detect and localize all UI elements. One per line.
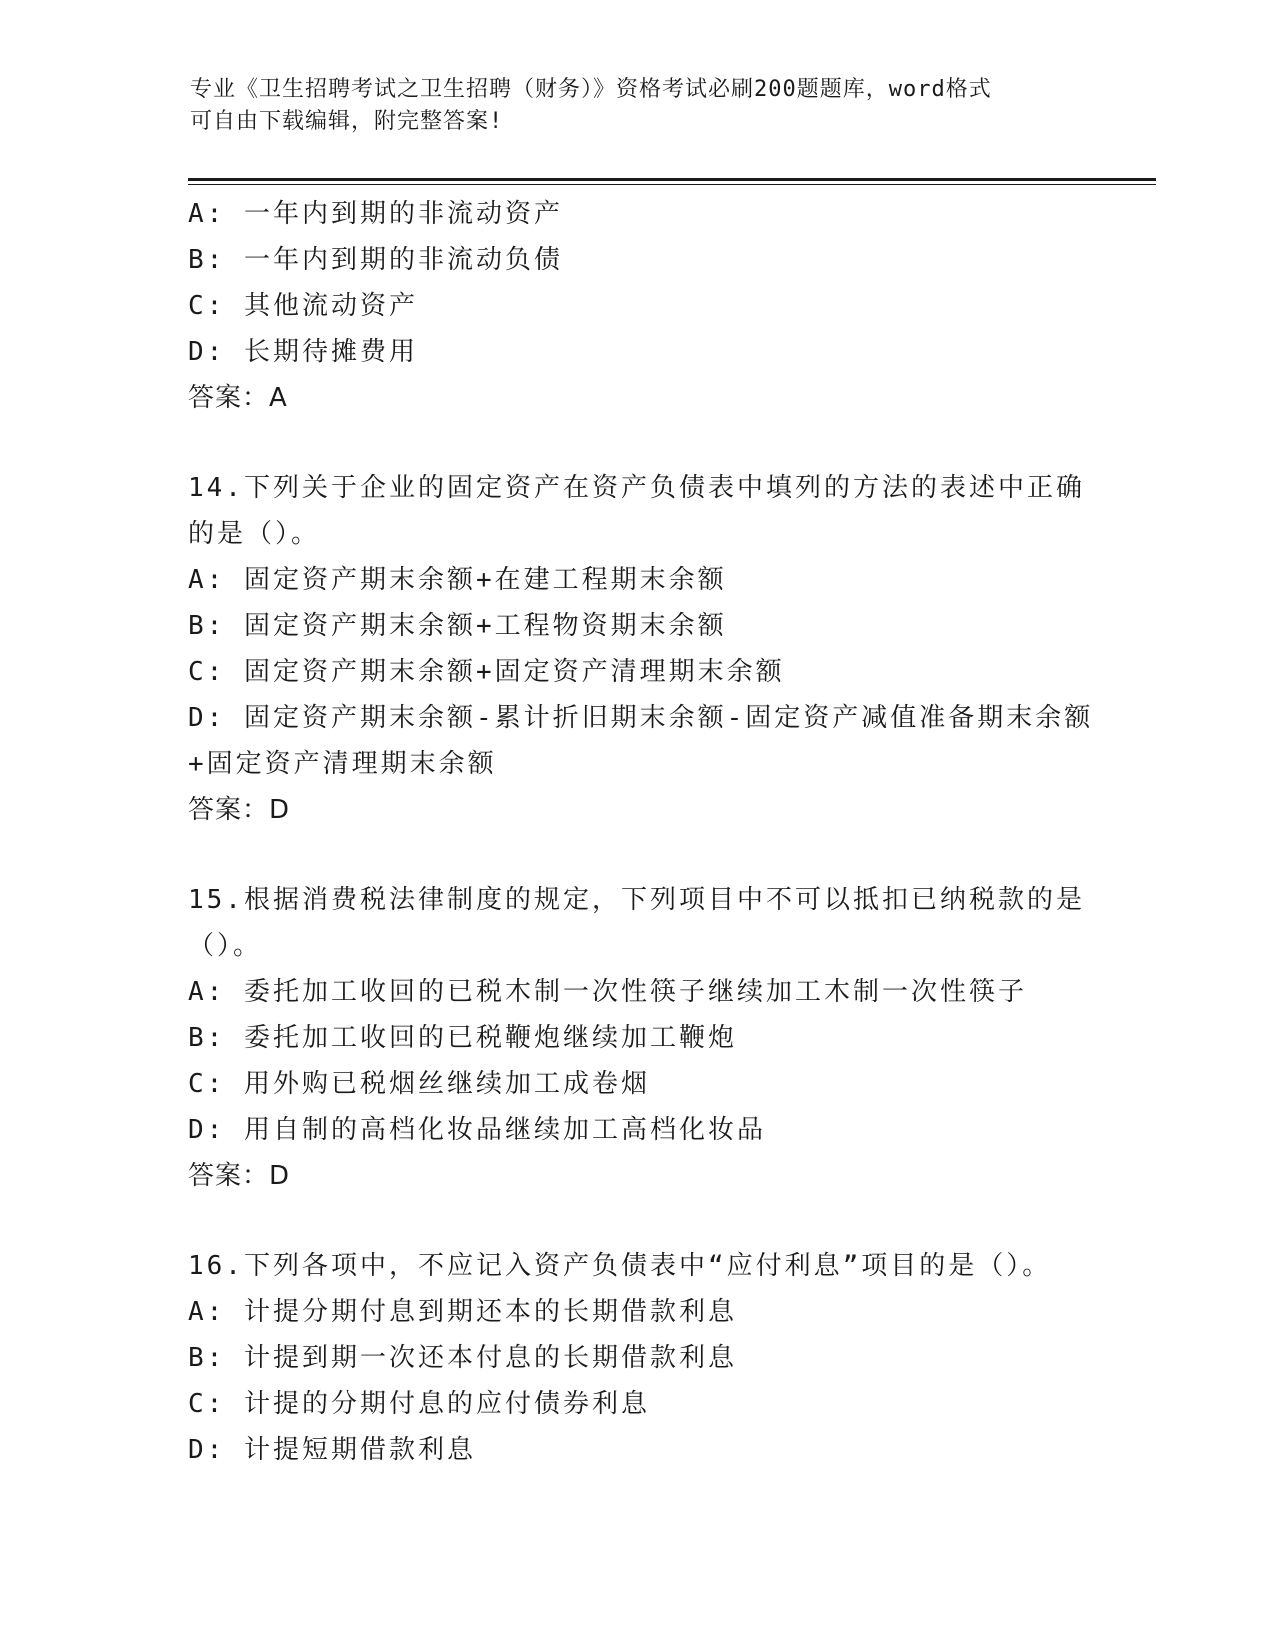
option-a: A: 一年内到期的非流动资产 bbox=[188, 199, 563, 229]
question-16 bbox=[188, 1243, 1088, 1473]
option-b: B: 委托加工收回的已税鞭炮继续加工鞭炮 bbox=[188, 1023, 737, 1053]
option-d-line-2: +固定资产清理期末余额 bbox=[188, 749, 497, 779]
option-d: D: 用自制的高档化妆品继续加工高档化妆品 bbox=[188, 1115, 766, 1145]
spacer bbox=[188, 421, 1088, 465]
option-c: C: 用外购已税烟丝继续加工成卷烟 bbox=[188, 1069, 650, 1099]
question-15 bbox=[188, 877, 1088, 1199]
question-stem-line-1: 16.下列各项中，不应记入资产负债表中“应付利息”项目的是（）。 bbox=[188, 1251, 1052, 1281]
question-stem-line-1: 15.根据消费税法律制度的规定，下列项目中不可以抵扣已纳税款的是 bbox=[188, 885, 1085, 915]
option-a: A: 委托加工收回的已税木制一次性筷子继续加工木制一次性筷子 bbox=[188, 977, 1027, 1007]
header-title-line-1: 专业《卫生招聘考试之卫生招聘（财务）》资格考试必刷200题题库，word格式 bbox=[190, 77, 992, 102]
question-stem-line-1: 14.下列关于企业的固定资产在资产负债表中填列的方法的表述中正确 bbox=[188, 473, 1085, 503]
option-d-line-1: D: 固定资产期末余额-累计折旧期末余额-固定资产减值准备期末余额 bbox=[188, 703, 1094, 733]
spacer bbox=[188, 1199, 1088, 1243]
header-title-line-2: 可自由下载编辑，附完整答案! bbox=[190, 109, 504, 134]
header-divider-thin bbox=[188, 184, 1156, 185]
question-stem-line-2: 的是（）。 bbox=[188, 519, 321, 549]
question-stem-line-2: （）。 bbox=[188, 931, 263, 961]
header-divider-thick bbox=[188, 178, 1156, 181]
spacer bbox=[188, 833, 1088, 877]
option-c: C: 其他流动资产 bbox=[188, 291, 418, 321]
option-b: B: 计提到期一次还本付息的长期借款利息 bbox=[188, 1343, 737, 1373]
option-a: A: 固定资产期末余额+在建工程期末余额 bbox=[188, 565, 727, 595]
answer: 答案：A bbox=[188, 383, 288, 413]
option-b: B: 一年内到期的非流动负债 bbox=[188, 245, 563, 275]
option-c: C: 固定资产期末余额+固定资产清理期末余额 bbox=[188, 657, 785, 687]
question-list bbox=[188, 191, 1094, 1473]
answer: 答案：D bbox=[188, 795, 291, 825]
option-d: D: 计提短期借款利息 bbox=[188, 1435, 476, 1465]
question-13 bbox=[188, 191, 1088, 421]
document-header bbox=[190, 74, 1090, 138]
answer: 答案：D bbox=[188, 1161, 291, 1191]
option-d: D: 长期待摊费用 bbox=[188, 337, 418, 367]
option-c: C: 计提的分期付息的应付债券利息 bbox=[188, 1389, 650, 1419]
option-b: B: 固定资产期末余额+工程物资期末余额 bbox=[188, 611, 727, 641]
option-a: A: 计提分期付息到期还本的长期借款利息 bbox=[188, 1297, 737, 1327]
question-14 bbox=[188, 465, 1094, 833]
